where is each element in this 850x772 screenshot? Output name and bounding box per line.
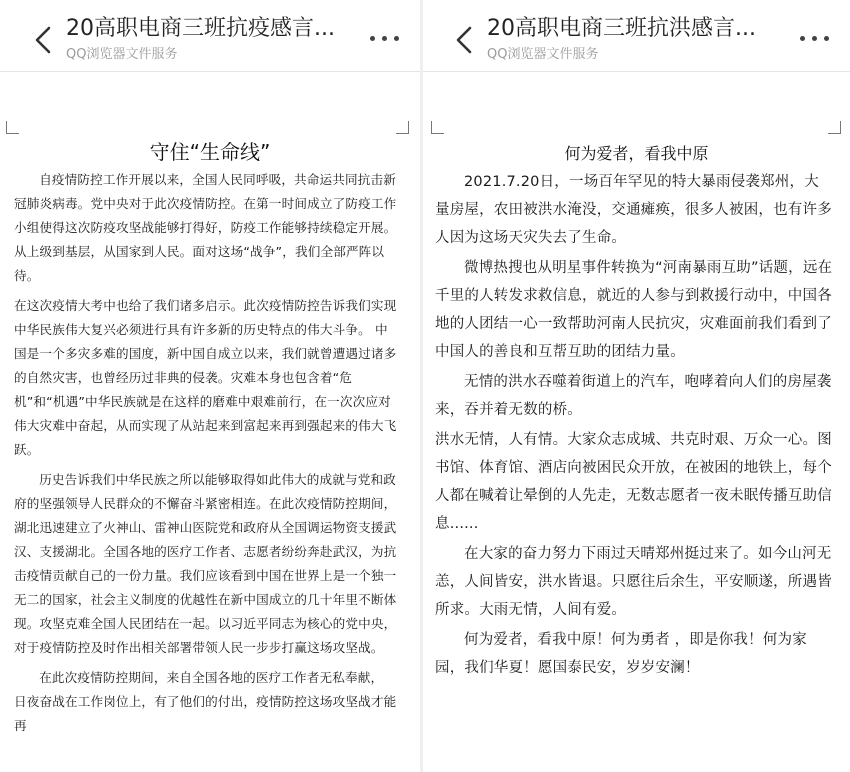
document-title: 守住“生命线” [149,140,271,164]
crop-mark-top-left-icon [6,121,19,134]
right-header-bar [423,0,850,72]
paragraph: 在此次疫情防控期间，来自全国各地的医疗工作者无私奉献， 日夜奋战在工作岗位上，有了他们的付出，疫情防控这场攻坚战才能再 [14,670,397,733]
crop-mark-top-right-icon [396,121,409,134]
document-title: 何为爱者，看我中原 [564,144,709,163]
paragraph: 微博热搜也从明星事件转换为“河南暴雨互助”话题，远在千里的人转发求救信息，就近的人参与到救援行动中，中国各地的人团结一心一致帮助河南人民抗灾，灾难面前我们看到了中国人的善良和互帮互助的团结力量。 [435,260,833,360]
page-title: 20高职电商三班抗疫感言... [66,16,335,41]
more-options-icon[interactable] [368,28,402,48]
paragraph: 何为爱者，看我中原！何为勇者 ，即是你我！何为家园，我们华夏！愿国泰民安，岁岁安澜！ [435,632,807,676]
paragraph: 自疫情防控工作开展以来，全国人民同呼吸，共命运共同抗击新冠肺炎病毒。党中央对于此次疫情防控。在第一时间成立了防疫工作小组使得这次防疫攻坚战能够打得好，防疫工作能够持续稳定开展。从上级到基层，从国家到人民。面对这场“战争”，我们全部严阵以待。 [14,172,397,283]
paragraph: 历史告诉我们中华民族之所以能够取得如此伟大的成就与党和政府的坚强领导人民群众的不懈奋斗紧密相连。在此次疫情防控期间，湖北迅速建立了火神山、雷神山医院党和政府从全国调运物资支援武汉、支援湖北。全国各地的医疗工作者、志愿者纷纷奔赴武汉，为抗击疫情贡献自己的一份力量。我们应该看到中国在世界上是一个独一无二的国家，社会主义制度的优越性在新中国成立的几十年里不断体现。攻坚克难全国人民团结在一起。以习近平同志为核心的党中央，对于疫情防控及时作出相关部署带领人民一步步打赢这场攻坚战。 [14,472,397,655]
crop-mark-top-right-icon [828,121,841,134]
page-title: 20高职电商三班抗洪感言... [487,16,756,41]
page-subtitle: QQ浏览器文件服务 [66,47,178,62]
paragraph: 在这次疫情大考中也给了我们诸多启示。此次疫情防控告诉我们实现中华民族伟大复兴必须进行具有许多新的历史特点的伟大斗争。 中国是一个多灾多难的国度，新中国自成立以来，我们就曾遭遇过诸多的自然灾害，也曾经历过非典的侵袭。灾难本身也包含着“危机”和“机遇”中华民族就是在这样的磨难中艰难前行，在一次次应对伟大灾难中奋起，从而实现了从站起来到富起来再到强起来的伟大飞跃。 [14,298,397,457]
left-document-pane [0,0,420,772]
back-arrow-icon[interactable] [32,26,54,54]
header-divider [423,71,850,72]
document-body [435,168,833,684]
crop-mark-top-left-icon [431,121,444,134]
page-subtitle: QQ浏览器文件服务 [487,47,599,62]
paragraph: 无情的洪水吞噬着街道上的汽车，咆哮着向人们的房屋袭来，吞并着无数的桥。 [435,374,832,418]
right-document-pane [423,0,850,772]
paragraph: 在大家的奋力努力下雨过天晴郑州挺过来了。如今山河无恙，人间皆安，洪水皆退。只愿往后余生，平安顺遂，所遇皆所求。大雨无情，人间有爱。 [435,546,832,618]
header-divider [0,71,420,72]
document-body [14,168,400,744]
paragraph: 洪水无情，人有情。大家众志成城、共克时艰、万众一心。图书馆、体育馆、酒店向被困民众开放，在被困的地铁上，每个人都在喊着让晕倒的人先走，无数志愿者一夜未眠传播互助信息...... [435,432,832,532]
back-arrow-icon[interactable] [453,26,475,54]
paragraph: 2021.7.20日，一场百年罕见的特大暴雨侵袭郑州，大量房屋，农田被洪水淹没，交通瘫痪，很多人被困，也有许多人因为这场天灾失去了生命。 [435,174,832,246]
more-options-icon[interactable] [798,28,832,48]
left-header-bar [0,0,420,72]
